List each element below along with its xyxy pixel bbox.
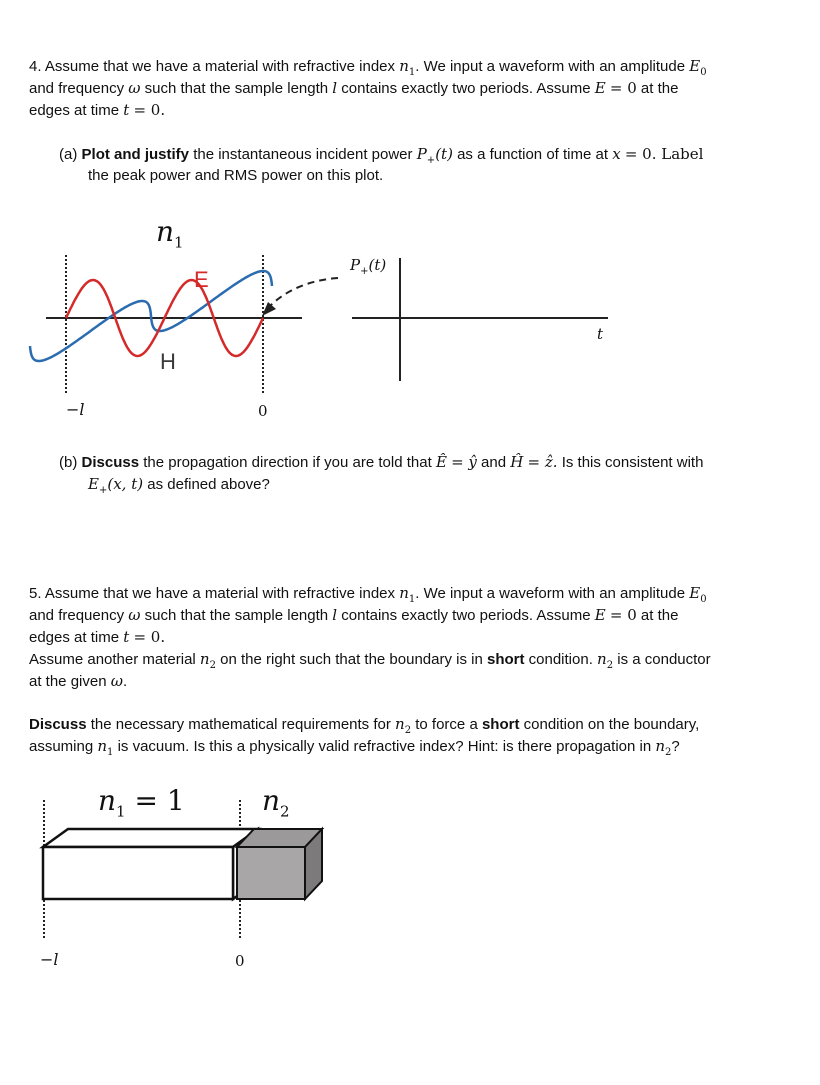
q5-discuss-line-1: Discuss the necessary mathematical requirements for $n_2$ to force a short condition on the boundary, <box>29 715 700 736</box>
q4b-line-1: (b) Discuss the propagation direction if you are told that Ê = ŷ and Ĥ = ẑ. Is this consistent with <box>59 453 704 471</box>
fig1-zero-label: 0 <box>258 402 268 420</box>
q5-line-5: at the given ω. <box>29 672 128 690</box>
n1-block-front <box>43 847 233 899</box>
q4a-line-1: (a) Plot and justify the instantaneous incident power $P_+(t)$ as a function of time at x = 0. Label <box>59 145 704 166</box>
q4b-line-2: $E_+(x$, t) as defined above? <box>88 475 270 496</box>
q4-line-1: 4. Assume that we have a material with refractive index $n_1$. We input a waveform with an amplitude $E_0$ <box>29 57 707 78</box>
fig2-neg-l-label: −l <box>40 950 59 969</box>
fig1-neg-l-label: −l <box>66 400 85 419</box>
fig1-n1-label: $n_1$ <box>156 215 184 252</box>
power-plot-y-label: $P_+(t)$ <box>350 256 387 277</box>
q4-line-2: and frequency ω such that the sample length l contains exactly two periods. Assume E = 0 at the <box>29 79 679 97</box>
fig2-n1-label: $n_1 = 1$ <box>98 784 185 821</box>
q5-discuss-line-2: assuming $n_1$ is vacuum. Is this a physically valid refractive index? Hint: is there propagation in $n_2$? <box>29 737 680 758</box>
q4a-line-2: the peak power and RMS power on this plot. <box>88 167 384 184</box>
fig1-h-label: H <box>160 349 176 374</box>
n2-block-front <box>237 847 305 899</box>
n1-block-top <box>43 829 258 847</box>
q5-line-2: and frequency ω such that the sample length l contains exactly two periods. Assume E = 0 at the <box>29 606 679 624</box>
fig1-e-label: E <box>194 267 209 292</box>
q5-line-4: Assume another material $n_2$ on the right such that the boundary is in short condition. $n_2$ is a conductor <box>29 650 711 671</box>
power-plot-t-label: t <box>597 325 604 343</box>
q5-line-1: 5. Assume that we have a material with refractive index $n_1$. We input a waveform with an amplitude $E_0$ <box>29 584 707 605</box>
q4-line-3: edges at time t = 0. <box>29 101 166 119</box>
fig2-n2-label: $n_2$ <box>262 784 290 821</box>
fig2-zero-label: 0 <box>235 952 245 970</box>
q5-line-3: edges at time t = 0. <box>29 628 166 646</box>
